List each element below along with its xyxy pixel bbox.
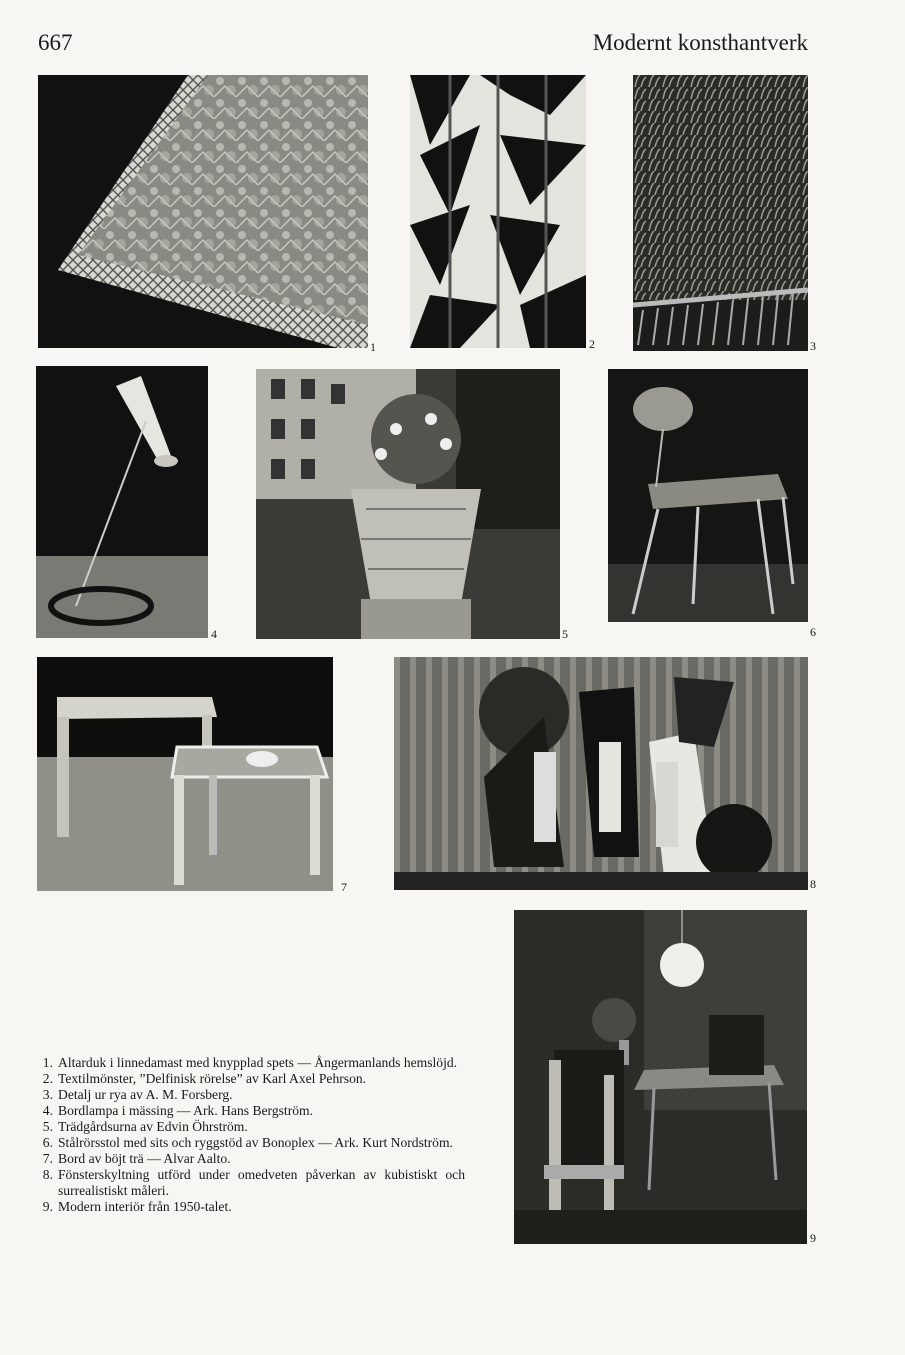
caption-text: Fönsterskyltning utförd under omedveten påverkan av kubistiskt och surrealistiskt måleri.	[58, 1167, 465, 1198]
caption-number: 3.	[42, 1087, 53, 1102]
caption-text: Modern interiör från 1950-talet.	[58, 1199, 232, 1214]
caption-number: 8.	[42, 1167, 53, 1182]
caption-2	[37, 1071, 465, 1087]
plate-number-2: 2	[589, 337, 595, 351]
plate-number-5: 5	[562, 627, 568, 641]
plate-2-photo	[410, 75, 586, 348]
plate-4-photo	[36, 366, 208, 638]
caption-number: 9.	[42, 1199, 53, 1214]
caption-number: 7.	[42, 1151, 53, 1166]
caption-text: Bord av böjt trä — Alvar Aalto.	[58, 1151, 231, 1166]
running-title: Modernt konsthantverk	[592, 30, 808, 55]
captions-list	[37, 1055, 465, 1215]
caption-text: Textilmönster, ”Delfinisk rörelse” av Karl Axel Pehrson.	[58, 1071, 367, 1086]
caption-9	[37, 1199, 465, 1215]
caption-4	[37, 1103, 465, 1119]
caption-7	[37, 1151, 465, 1167]
plate-5-photo	[256, 369, 560, 639]
plate-8-photo	[394, 657, 808, 890]
plate-7-photo	[37, 657, 333, 891]
page-number: 667	[38, 30, 73, 55]
caption-text: Bordlampa i mässing — Ark. Hans Bergström.	[58, 1103, 313, 1118]
caption-8	[37, 1167, 465, 1199]
plate-number-1: 1	[370, 340, 376, 354]
caption-number: 1.	[42, 1055, 53, 1070]
caption-text: Detalj ur rya av A. M. Forsberg.	[58, 1087, 233, 1102]
caption-3	[37, 1087, 465, 1103]
plate-9-photo	[514, 910, 807, 1244]
caption-1	[37, 1055, 465, 1071]
caption-number: 4.	[42, 1103, 53, 1118]
caption-6	[37, 1135, 465, 1151]
caption-text: Stålrörsstol med sits och ryggstöd av Bonoplex — Ark. Kurt Nordström.	[58, 1135, 453, 1150]
plate-number-3: 3	[810, 339, 816, 353]
plate-number-6: 6	[810, 625, 816, 639]
plate-number-7: 7	[341, 880, 347, 894]
caption-text: Altarduk i linnedamast med knypplad spets — Ångermanlands hemslöjd.	[58, 1055, 458, 1070]
plate-number-9: 9	[810, 1231, 816, 1245]
caption-number: 5.	[42, 1119, 53, 1134]
plate-6-photo	[608, 369, 808, 622]
caption-5	[37, 1119, 465, 1135]
plate-1-photo	[38, 75, 368, 348]
plate-number-8: 8	[810, 877, 816, 891]
caption-number: 2.	[42, 1071, 53, 1086]
plate-3-photo	[633, 75, 808, 351]
plate-number-4: 4	[211, 627, 217, 641]
caption-number: 6.	[42, 1135, 53, 1150]
caption-text: Trädgårdsurna av Edvin Öhrström.	[58, 1119, 248, 1134]
